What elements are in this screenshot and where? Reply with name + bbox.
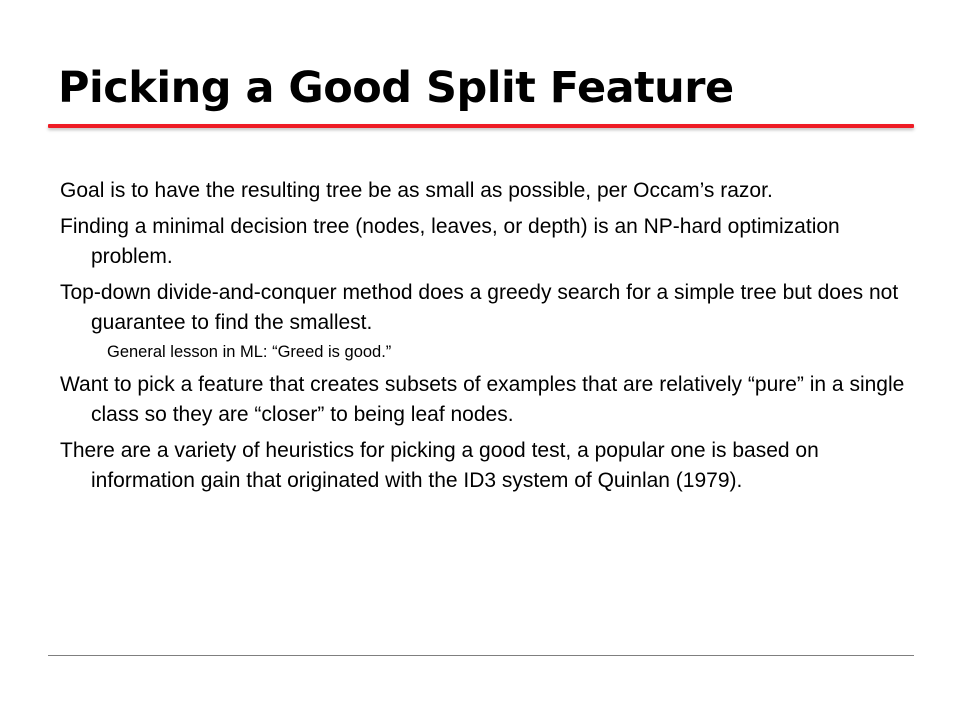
bullet-goal: Goal is to have the resulting tree be as small as possible, per Occam’s razor. <box>60 179 773 202</box>
bullet-np-hard: Finding a minimal decision tree (nodes, leaves, or depth) is an NP-hard optimization problem. <box>60 214 840 268</box>
title-underline <box>48 124 914 128</box>
bullet-pure-subsets: Want to pick a feature that creates subsets of examples that are relatively “pure” in a single class so they are “closer” to being leaf nodes. <box>60 372 905 426</box>
sub-bullet-lesson: General lesson in ML: “Greed is good.” <box>107 342 392 361</box>
bullet-greedy-search: Top-down divide-and-conquer method does a greedy search for a simple tree but does not guarantee to find the smallest. <box>60 280 899 334</box>
bullet-heuristics: There are a variety of heuristics for picking a good test, a popular one is based on information gain that originated with the ID3 system of Quinlan (1979). <box>60 438 819 492</box>
slide-title: Picking a Good Split Feature <box>58 63 734 113</box>
footer-divider <box>48 655 914 656</box>
slide-body <box>60 176 910 502</box>
